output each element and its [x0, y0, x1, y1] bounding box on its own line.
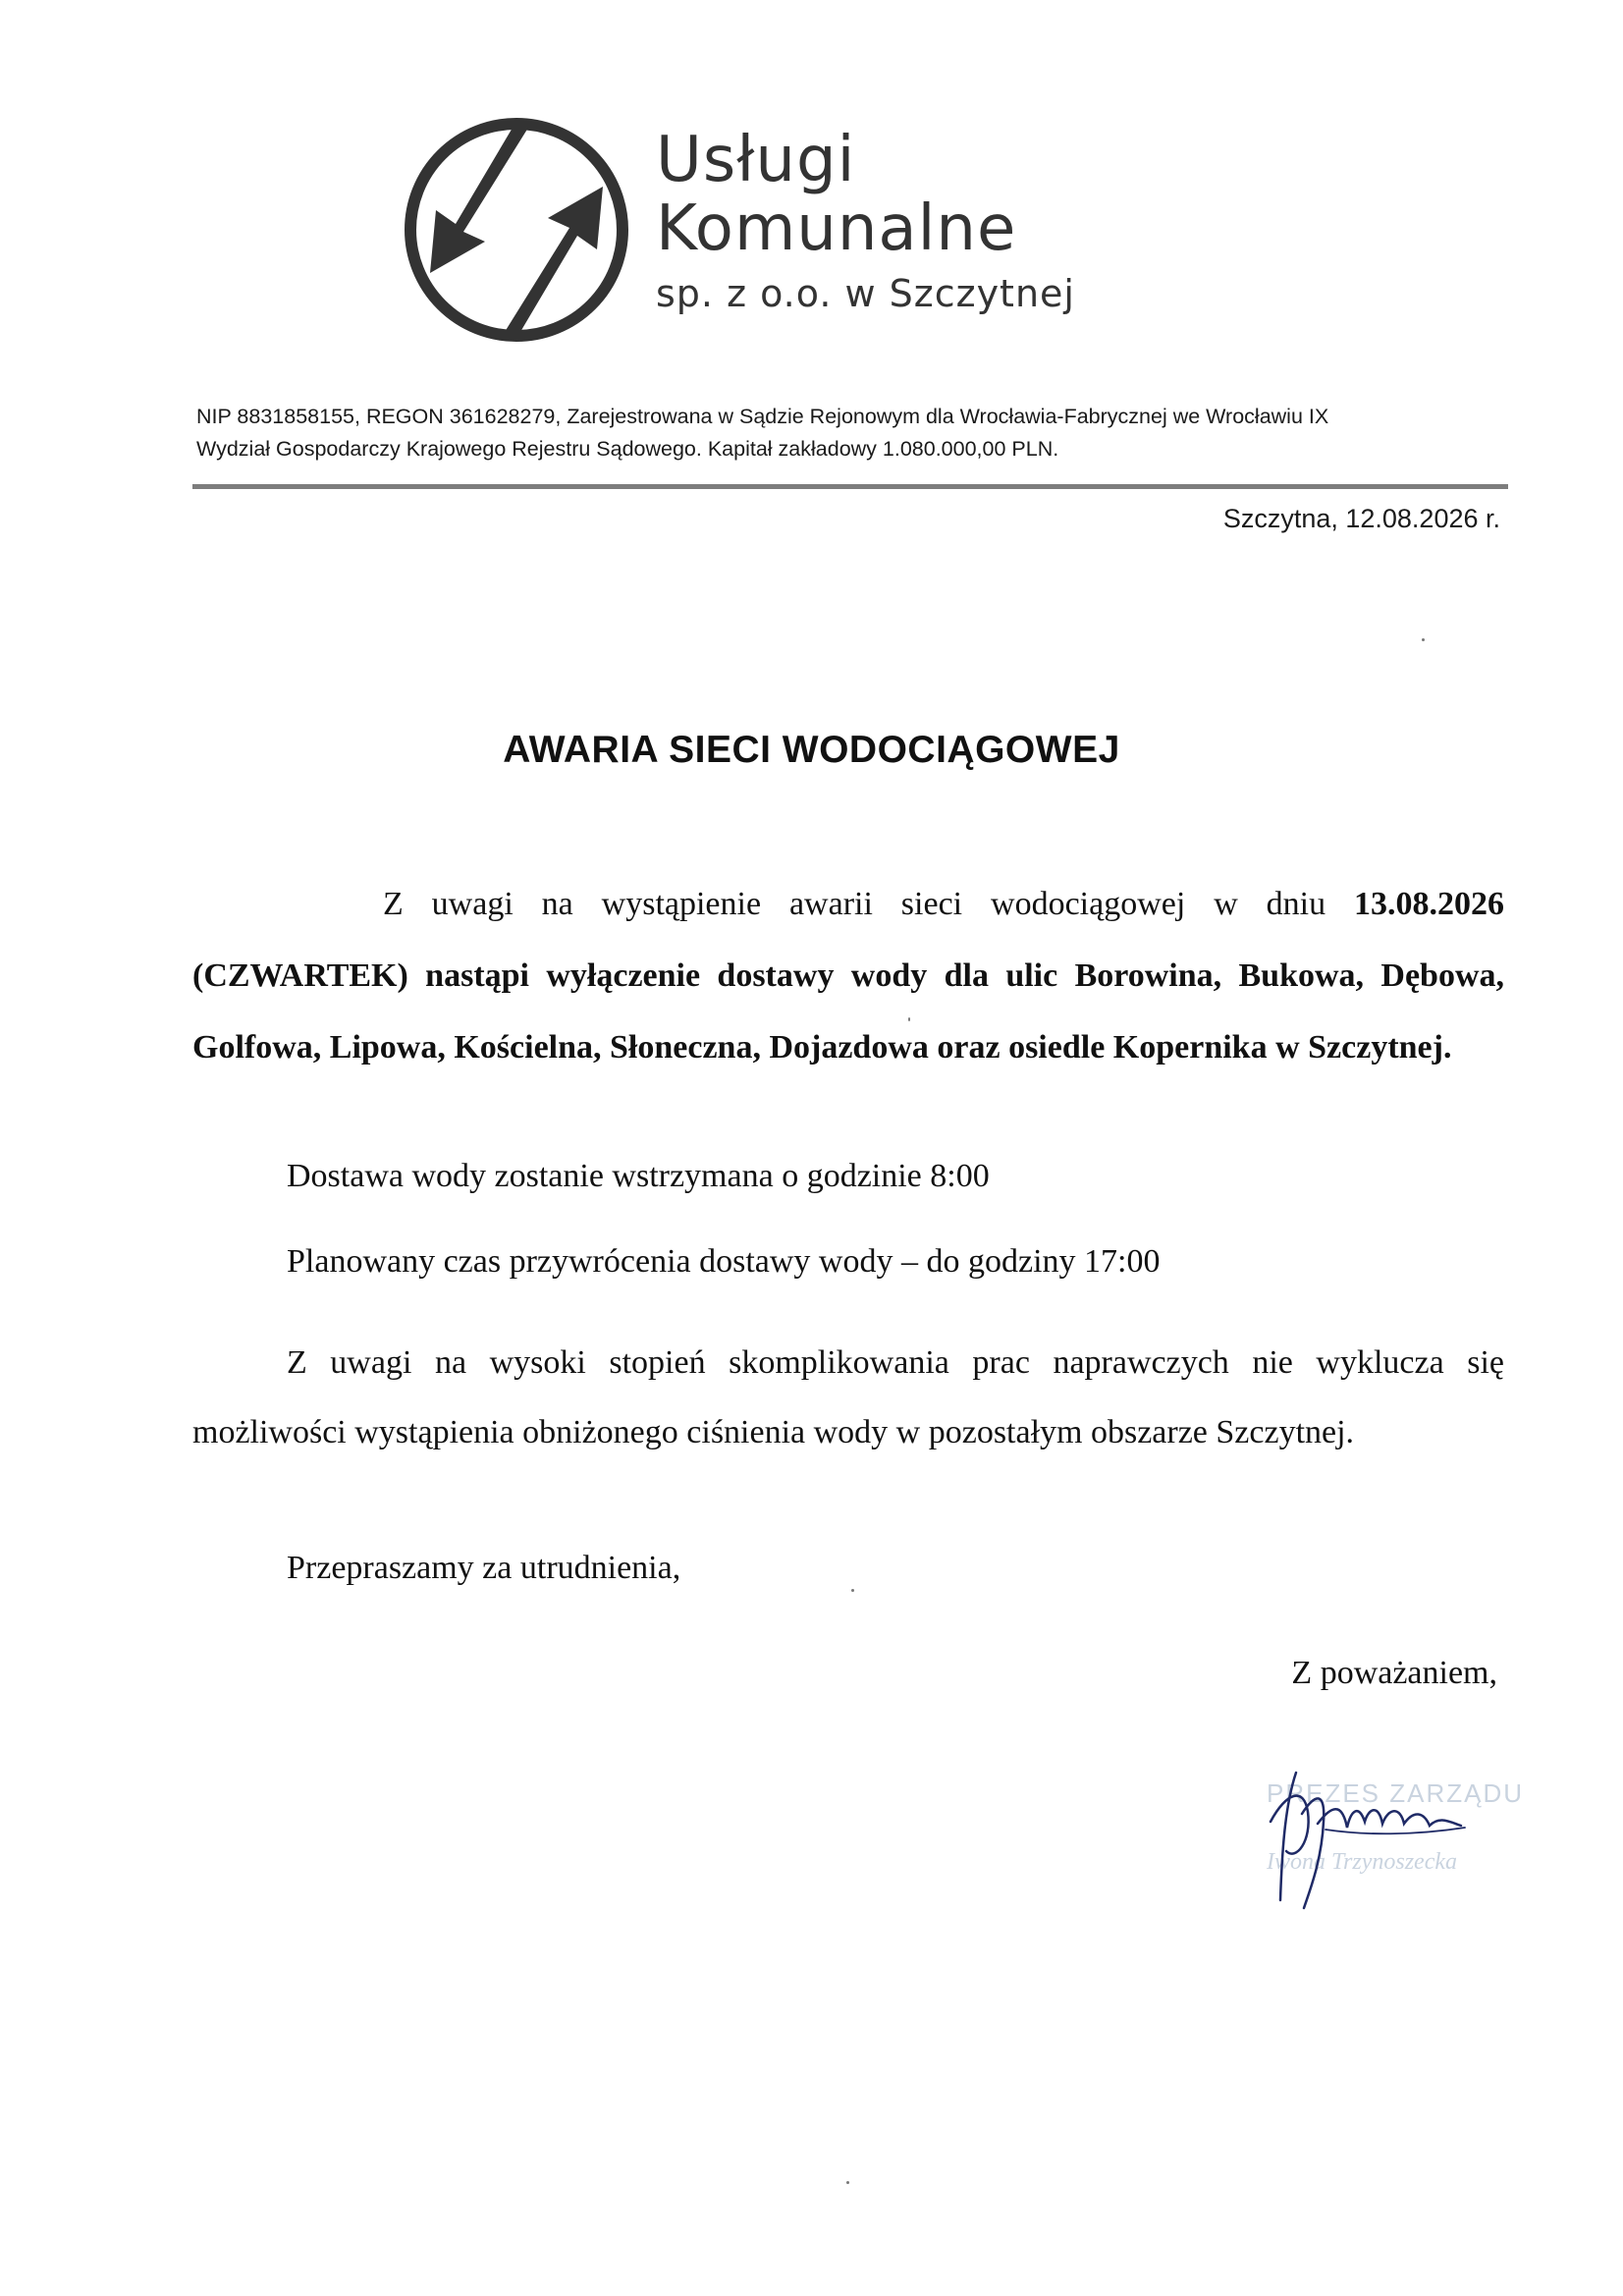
- notice-streets: (CZWARTEK) nastąpi wyłączenie dostawy wody dla ulic Borowina, Bukowa, Dębowa, Golfowa, Lipowa, Kościelna, Słoneczna, Dojazdowa oraz osiedle Kopernika w Szczytnej.: [192, 957, 1504, 1066]
- scan-speck: [1422, 638, 1425, 641]
- pressure-note: Z uwagi na wysoki stopień skomplikowania prac naprawczych nie wyklucza się możliwości wystąpienia obniżonego ciśnienia wody w pozostałym obszarze Szczytnej.: [192, 1344, 1504, 1450]
- notice-intro: Z uwagi na wystąpienie awarii sieci wodociągowej w dniu: [383, 886, 1354, 922]
- letterhead: [403, 116, 1188, 361]
- water-restore-time: Planowany czas przywrócenia dostawy wody – do godziny 17:00: [287, 1243, 1161, 1280]
- closing-regards: Z poważaniem,: [1291, 1655, 1497, 1691]
- company-logo-icon: [403, 116, 630, 344]
- notice-date: 13.08.2026: [1354, 886, 1504, 922]
- letter-date: Szczytna, 12.08.2026 r.: [1222, 504, 1500, 533]
- company-name-line1: Usługi: [656, 124, 856, 196]
- registry-line2: Wydział Gospodarczy Krajowego Rejestru Sądowego. Kapitał zakładowy 1.080.000,00 PLN.: [196, 437, 1059, 461]
- registry-info: [196, 401, 1512, 465]
- scan-speck: [908, 1017, 910, 1021]
- registry-line1: NIP 8831858155, REGON 361628279, Zarejestrowana w Sądzie Rejonowym dla Wrocławia-Fabrycznej we Wrocławiu IX: [196, 405, 1329, 428]
- company-name: [656, 126, 1075, 320]
- svg-text:PREZES ZARZĄDU: PREZES ZARZĄDU: [1267, 1778, 1525, 1808]
- notice-paragraph: [192, 868, 1504, 1083]
- scan-speck: [851, 1589, 854, 1592]
- header-divider: [192, 484, 1508, 489]
- svg-text:Iwona Trzynoszecka: Iwona Trzynoszecka: [1267, 1849, 1457, 1875]
- apology-line: Przepraszamy za utrudnienia,: [287, 1550, 681, 1586]
- company-name-line3: sp. z o.o. w Szczytnej: [656, 272, 1075, 315]
- scan-speck: [846, 2181, 849, 2184]
- company-name-line2: Komunalne: [656, 192, 1017, 265]
- letter-title: AWARIA SIECI WODOCIĄGOWEJ: [503, 729, 1120, 771]
- handwritten-signature: [1257, 1753, 1473, 1910]
- water-stop-time: Dostawa wody zostanie wstrzymana o godzinie 8:00: [287, 1158, 990, 1194]
